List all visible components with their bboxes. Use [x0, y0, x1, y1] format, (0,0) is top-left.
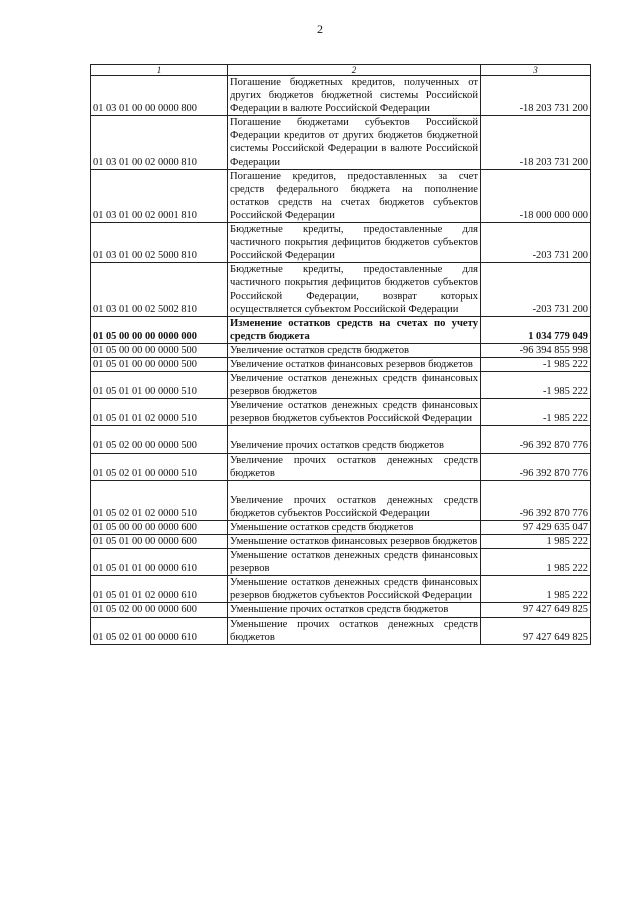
- amount-cell: 1 985 222: [481, 535, 591, 549]
- budget-code-cell: 01 05 01 01 02 0000 510: [91, 399, 228, 426]
- amount-cell: 97 429 635 047: [481, 520, 591, 534]
- table-row: [91, 535, 591, 549]
- amount-cell: 1 985 222: [481, 549, 591, 576]
- budget-code-cell: 01 05 02 01 00 0000 510: [91, 453, 228, 480]
- description-cell: Уменьшение остатков денежных средств финансовых резервов: [228, 549, 481, 576]
- description-cell: Увеличение прочих остатков денежных средств бюджетов: [228, 453, 481, 480]
- table-row: [91, 480, 591, 520]
- description-cell: Увеличение прочих остатков денежных средств бюджетов субъектов Российской Федерации: [228, 480, 481, 520]
- budget-code-cell: 01 05 01 01 00 0000 510: [91, 372, 228, 399]
- budget-code-cell: 01 03 01 00 02 5002 810: [91, 263, 228, 316]
- table-row: [91, 357, 591, 371]
- description-cell: Погашение бюджетами субъектов Российской Федерации кредитов от других бюджетов бюджетной системы Российской Федерации в валюте Российской Федерации: [228, 116, 481, 169]
- budget-table: [90, 64, 591, 645]
- amount-cell: -203 731 200: [481, 263, 591, 316]
- description-cell: Бюджетные кредиты, предоставленные для частичного покрытия дефицитов бюджетов субъектов Российской Федерации: [228, 223, 481, 263]
- column-number-3: 3: [481, 65, 591, 76]
- description-cell: Уменьшение прочих остатков средств бюджетов: [228, 603, 481, 617]
- budget-code-cell: 01 05 02 01 00 0000 610: [91, 617, 228, 644]
- amount-cell: -1 985 222: [481, 399, 591, 426]
- table-row: [91, 116, 591, 169]
- amount-cell: -96 392 870 776: [481, 453, 591, 480]
- table-row: [91, 453, 591, 480]
- budget-code-cell: 01 05 01 00 00 0000 500: [91, 357, 228, 371]
- table-row: [91, 617, 591, 644]
- description-cell: Бюджетные кредиты, предоставленные для частичного покрытия дефицитов бюджетов субъектов Российской Федерации, возврат которых осуществляется субъектом Российской Федерации: [228, 263, 481, 316]
- budget-code-cell: 01 05 01 00 00 0000 600: [91, 535, 228, 549]
- amount-cell: -1 985 222: [481, 372, 591, 399]
- amount-cell: -18 203 731 200: [481, 76, 591, 116]
- description-cell: Уменьшение остатков финансовых резервов бюджетов: [228, 535, 481, 549]
- budget-code-cell: 01 05 00 00 00 0000 500: [91, 343, 228, 357]
- description-cell: Увеличение остатков денежных средств финансовых резервов бюджетов: [228, 372, 481, 399]
- budget-code-cell: 01 05 02 00 00 0000 500: [91, 426, 228, 453]
- table-row: [91, 223, 591, 263]
- amount-cell: -203 731 200: [481, 223, 591, 263]
- budget-code-cell: 01 03 01 00 02 5000 810: [91, 223, 228, 263]
- table-row: [91, 169, 591, 222]
- table-row: [91, 520, 591, 534]
- amount-cell: 97 427 649 825: [481, 617, 591, 644]
- amount-cell: -1 985 222: [481, 357, 591, 371]
- amount-cell: -18 203 731 200: [481, 116, 591, 169]
- budget-code-cell: 01 05 00 00 00 0000 000: [91, 316, 228, 343]
- budget-code-cell: 01 05 01 01 00 0000 610: [91, 549, 228, 576]
- budget-code-cell: 01 03 01 00 02 0001 810: [91, 169, 228, 222]
- budget-code-cell: 01 05 02 00 00 0000 600: [91, 603, 228, 617]
- table-row: [91, 263, 591, 316]
- table-row: [91, 426, 591, 453]
- table-row: [91, 549, 591, 576]
- budget-code-cell: 01 03 01 00 00 0000 800: [91, 76, 228, 116]
- description-cell: Уменьшение остатков средств бюджетов: [228, 520, 481, 534]
- column-number-1: 1: [91, 65, 228, 76]
- amount-cell: 97 427 649 825: [481, 603, 591, 617]
- budget-code-cell: 01 05 00 00 00 0000 600: [91, 520, 228, 534]
- amount-cell: 1 034 779 049: [481, 316, 591, 343]
- budget-code-cell: 01 05 02 01 02 0000 510: [91, 480, 228, 520]
- description-cell: Изменение остатков средств на счетах по учету средств бюджета: [228, 316, 481, 343]
- table-row: [91, 316, 591, 343]
- column-number-row: [91, 65, 591, 76]
- description-cell: Увеличение прочих остатков средств бюджетов: [228, 426, 481, 453]
- table-row: [91, 576, 591, 603]
- description-cell: Увеличение остатков финансовых резервов бюджетов: [228, 357, 481, 371]
- table-row: [91, 343, 591, 357]
- amount-cell: -96 392 870 776: [481, 426, 591, 453]
- amount-cell: -18 000 000 000: [481, 169, 591, 222]
- description-cell: Уменьшение остатков денежных средств финансовых резервов бюджетов субъектов Российской Федерации: [228, 576, 481, 603]
- table-row: [91, 76, 591, 116]
- table-body: [91, 76, 591, 645]
- amount-cell: -96 394 855 998: [481, 343, 591, 357]
- amount-cell: 1 985 222: [481, 576, 591, 603]
- description-cell: Увеличение остатков средств бюджетов: [228, 343, 481, 357]
- amount-cell: -96 392 870 776: [481, 480, 591, 520]
- page-number: 2: [317, 22, 323, 36]
- table-row: [91, 399, 591, 426]
- description-cell: Уменьшение прочих остатков денежных средств бюджетов: [228, 617, 481, 644]
- column-number-2: 2: [228, 65, 481, 76]
- budget-code-cell: 01 05 01 01 02 0000 610: [91, 576, 228, 603]
- table-row: [91, 372, 591, 399]
- description-cell: Погашение кредитов, предоставленных за счет средств федерального бюджета на пополнение остатков средств на счетах бюджетов субъектов Российской Федерации: [228, 169, 481, 222]
- description-cell: Погашение бюджетных кредитов, полученных от других бюджетов бюджетной системы Российской Федерации в валюте Российской Федерации: [228, 76, 481, 116]
- table-row: [91, 603, 591, 617]
- budget-code-cell: 01 03 01 00 02 0000 810: [91, 116, 228, 169]
- description-cell: Увеличение остатков денежных средств финансовых резервов бюджетов субъектов Российской Федерации: [228, 399, 481, 426]
